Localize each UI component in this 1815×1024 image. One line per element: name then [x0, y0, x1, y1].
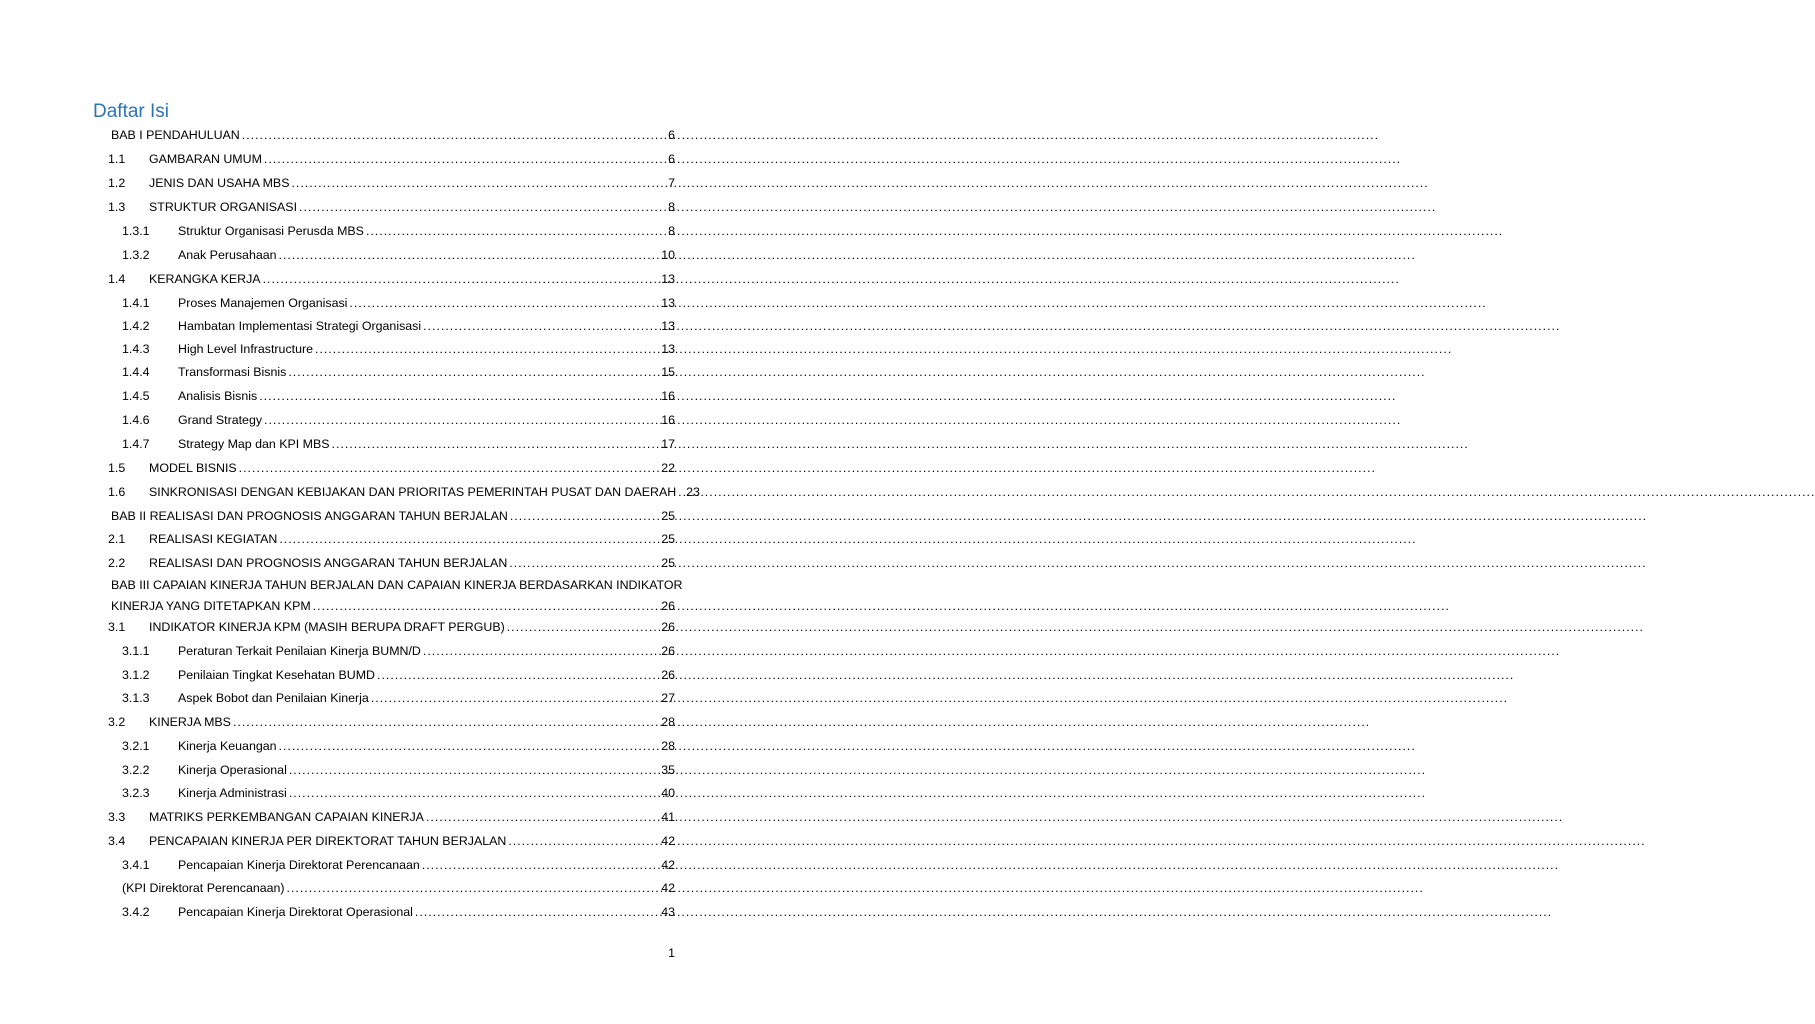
toc-entry-number: 1.6: [108, 485, 126, 499]
toc-entry-line: [149, 553, 675, 573]
toc-leader-dots: [315, 339, 659, 359]
toc-entry-line: [178, 641, 675, 661]
toc-leader-dots: [263, 269, 660, 289]
toc-leader-dots: [510, 506, 659, 526]
toc-entry-number: 3.2: [108, 715, 126, 729]
toc-entry-line: [178, 293, 675, 313]
toc-leader-dots: [509, 553, 659, 573]
toc-entry-page: 28: [661, 739, 675, 753]
toc-entry-line: [111, 125, 675, 145]
toc-leader-dots: [415, 902, 659, 922]
toc-entry-page: 43: [661, 905, 675, 919]
toc-entry-text: REALISASI KEGIATAN: [149, 532, 278, 546]
toc-leader-dots: [507, 617, 659, 637]
toc-entry-text: PENCAPAIAN KINERJA PER DIREKTORAT TAHUN BERJALAN: [149, 834, 507, 848]
toc-entry-number: 1.2: [108, 176, 126, 190]
toc-entry[interactable]: [0, 269, 768, 289]
toc-entry-line: [149, 269, 675, 289]
toc-entry-text: Hambatan Implementasi Strategi Organisasi: [178, 319, 422, 333]
toc-entry-page: 22: [661, 461, 675, 475]
toc-entry-text: Kinerja Keuangan: [178, 739, 277, 753]
toc-leader-dots: [377, 665, 659, 685]
toc-entry-page: 41: [661, 810, 675, 824]
toc-entry-page: 25: [661, 556, 675, 570]
toc-entry-text: BAB I PENDAHULUAN: [111, 128, 240, 142]
document-page: [0, 0, 768, 1024]
toc-entry-number: 3.1.1: [122, 644, 150, 658]
toc-entry-number: 1.4.6: [122, 413, 150, 427]
toc-entry-number: 1.4.1: [122, 296, 150, 310]
toc-entry-number: 3.4.1: [122, 858, 150, 872]
toc-entry-text: BAB III CAPAIAN KINERJA TAHUN BERJALAN DAN CAPAIAN KINERJA BERDASARKAN INDIKATOR: [111, 578, 683, 592]
toc-entry[interactable]: [0, 617, 768, 637]
toc-entry-text: JENIS DAN USAHA MBS: [149, 176, 290, 190]
toc-entry-number: 3.2.1: [122, 739, 150, 753]
toc-entry[interactable]: [0, 878, 768, 898]
toc-leader-dots: [259, 386, 659, 406]
toc-entry-line: [111, 506, 675, 526]
toc-leader-dots: [239, 458, 660, 478]
toc-entry-line: [178, 855, 675, 875]
toc-entry-line: [178, 339, 675, 359]
toc-entry-number: 2.1: [108, 532, 126, 546]
toc-leader-dots: [332, 434, 660, 454]
toc-leader-dots: [279, 245, 660, 265]
toc-entry-line: [111, 596, 675, 616]
page-number: 1: [668, 946, 675, 960]
toc-entry[interactable]: [0, 316, 768, 336]
toc-leader-dots: [264, 410, 659, 430]
toc-entry[interactable]: [0, 596, 768, 616]
toc-entry-number: 3.4.2: [122, 905, 150, 919]
toc-entry[interactable]: [0, 688, 768, 708]
toc-leader-dots: [288, 362, 659, 382]
toc-entry-number: 1.4.4: [122, 365, 150, 379]
toc-leader-dots: [242, 125, 666, 145]
toc-entry[interactable]: [0, 736, 768, 756]
toc-entry[interactable]: [0, 807, 768, 827]
toc-leader-dots: [678, 482, 684, 502]
toc-entry-line: [178, 665, 675, 685]
toc-entry-number: 3.3: [108, 810, 126, 824]
toc-entry-number: 3.1.3: [122, 691, 150, 705]
toc-leader-dots: [279, 529, 659, 549]
toc-entry[interactable]: [0, 831, 768, 851]
toc-entry-text: Pencapaian Kinerja Direktorat Perencanaan: [178, 858, 420, 872]
toc-entry[interactable]: [0, 434, 768, 454]
toc-entry-number: 2.2: [108, 556, 126, 570]
toc-entry-page: 25: [661, 509, 675, 523]
toc-entry[interactable]: [0, 712, 768, 732]
toc-entry-page: 23: [686, 485, 700, 499]
toc-entry-page: 25: [661, 532, 675, 546]
toc-entry[interactable]: [0, 339, 768, 359]
toc-entry-text: KINERJA YANG DITETAPKAN KPM: [111, 599, 311, 613]
toc-entry[interactable]: [0, 197, 768, 217]
toc-leader-dots: [279, 736, 660, 756]
toc-entry-line: [178, 386, 675, 406]
toc-entry-text: Penilaian Tingkat Kesehatan BUMD: [178, 668, 375, 682]
toc-leader-dots: [264, 149, 666, 169]
toc-entry[interactable]: [0, 125, 768, 145]
toc-entry-text: High Level Infrastructure: [178, 342, 313, 356]
toc-entry[interactable]: [0, 902, 768, 922]
toc-entry-number: 3.1: [108, 620, 126, 634]
toc-entry-page: 16: [661, 389, 675, 403]
toc-entry-number: 3.2.2: [122, 763, 150, 777]
toc-entry[interactable]: [0, 641, 768, 661]
toc-entry-page: 26: [661, 644, 675, 658]
toc-entry-text: Proses Manajemen Organisasi: [178, 296, 348, 310]
toc-entry-line: [178, 316, 675, 336]
toc-entry-text: REALISASI DAN PROGNOSIS ANGGARAN TAHUN BERJALAN: [149, 556, 508, 570]
toc-entry-line: [149, 617, 675, 637]
toc-entry-page: 13: [661, 342, 675, 356]
toc-entry-text: Transformasi Bisnis: [178, 365, 287, 379]
toc-entry-line: [149, 149, 675, 169]
toc-entry-line: [149, 173, 675, 193]
toc-entry-line: [178, 688, 675, 708]
toc-entry[interactable]: [0, 458, 768, 478]
toc-entry-text: MATRIKS PERKEMBANGAN CAPAIAN KINERJA: [149, 810, 424, 824]
toc-entry-heading-line: [0, 575, 768, 595]
toc-entry-number: 1.1: [108, 152, 126, 166]
toc-entry[interactable]: [0, 245, 768, 265]
toc-entry[interactable]: [0, 410, 768, 430]
toc-entry-page: 26: [661, 620, 675, 634]
toc-entry-page: 27: [661, 691, 675, 705]
toc-entry-page: 28: [661, 715, 675, 729]
toc-entry-line: [149, 529, 675, 549]
toc-leader-dots: [423, 316, 659, 336]
toc-entry-text: Kinerja Administrasi: [178, 786, 287, 800]
toc-leader-dots: [313, 596, 660, 616]
toc-entry-line: [178, 736, 675, 756]
toc-entry[interactable]: [0, 783, 768, 803]
toc-entry-text: Peraturan Terkait Penilaian Kinerja BUMN/D: [178, 644, 421, 658]
toc-entry-text: Anak Perusahaan: [178, 248, 277, 262]
toc-entry-line: [149, 482, 700, 502]
toc-entry-number: 1.4.2: [122, 319, 150, 333]
toc-entry-line: [149, 197, 675, 217]
toc-entry-page: 26: [661, 599, 675, 613]
toc-entry-text: INDIKATOR KINERJA KPM (MASIH BERUPA DRAFT PERGUB): [149, 620, 505, 634]
toc-leader-dots: [233, 712, 659, 732]
toc-entry-page: 13: [661, 296, 675, 310]
toc-entry-number: 1.4.7: [122, 437, 150, 451]
toc-entry-number: 1.3: [108, 200, 126, 214]
toc-entry-text: KERANGKA KERJA: [149, 272, 261, 286]
toc-entry-text: Strategy Map dan KPI MBS: [178, 437, 330, 451]
toc-entry-line: [178, 410, 675, 430]
toc-entry-text: SINKRONISASI DENGAN KEBIJAKAN DAN PRIORITAS PEMERINTAH PUSAT DAN DAERAH: [149, 485, 677, 499]
toc-entry-number: 1.3.1: [122, 224, 150, 238]
toc-entry-text: STRUKTUR ORGANISASI: [149, 200, 298, 214]
toc-entry-text: (KPI Direktorat Perencanaan): [122, 881, 285, 895]
toc-entry-line: [178, 434, 675, 454]
toc-leader-dots: [287, 878, 660, 898]
toc-entry-page: 8: [668, 224, 675, 238]
toc-entry-line: [178, 902, 675, 922]
toc-entry[interactable]: [0, 760, 768, 780]
toc-entry[interactable]: [0, 506, 768, 526]
toc-entry-line: [149, 807, 675, 827]
toc-entry-number: 1.4.3: [122, 342, 150, 356]
toc-entry-number: 3.1.2: [122, 668, 150, 682]
toc-entry-page: 35: [661, 763, 675, 777]
toc-leader-dots: [349, 293, 659, 313]
toc-entry[interactable]: [0, 529, 768, 549]
toc-entry-text: Analisis Bisnis: [178, 389, 258, 403]
toc-entry-page: 8: [668, 200, 675, 214]
toc-entry[interactable]: [0, 386, 768, 406]
toc-leader-dots: [508, 831, 659, 851]
toc-entry[interactable]: [0, 173, 768, 193]
toc-entry-page: 42: [661, 834, 675, 848]
toc-entry-text: Grand Strategy: [178, 413, 263, 427]
toc-entry-line: [149, 831, 675, 851]
toc-leader-dots: [291, 173, 666, 193]
toc-leader-dots: [289, 760, 659, 780]
toc-leader-dots: [423, 641, 659, 661]
toc-entry[interactable]: [0, 293, 768, 313]
toc-entry-page: 17: [661, 437, 675, 451]
toc-entry-page: 42: [661, 881, 675, 895]
toc-entry-text: MODEL BISNIS: [149, 461, 237, 475]
toc-entry-text: BAB II REALISASI DAN PROGNOSIS ANGGARAN TAHUN BERJALAN: [111, 509, 508, 523]
toc-entry-text: Aspek Bobot dan Penilaian Kinerja: [178, 691, 369, 705]
toc-entry-text: Struktur Organisasi Perusda MBS: [178, 224, 364, 238]
toc-entry-line: [178, 760, 675, 780]
toc-entry[interactable]: [0, 665, 768, 685]
toc-entry-text: Pencapaian Kinerja Direktorat Operasional: [178, 905, 413, 919]
toc-entry-page: 6: [668, 128, 675, 142]
toc-entry-line: [149, 458, 675, 478]
toc-entry[interactable]: [0, 221, 768, 241]
toc-entry-text: GAMBARAN UMUM: [149, 152, 262, 166]
toc-entry-line: [178, 783, 675, 803]
toc-entry-page: 13: [661, 319, 675, 333]
toc-entry-page: 15: [661, 365, 675, 379]
toc-entry-line: [149, 712, 675, 732]
toc-entry[interactable]: [0, 362, 768, 382]
toc-entry-number: 1.3.2: [122, 248, 150, 262]
toc-entry-number: 3.4: [108, 834, 126, 848]
toc-entry-number: 3.2.3: [122, 786, 150, 800]
toc-entry-page: 10: [661, 248, 675, 262]
toc-entry-page: 40: [661, 786, 675, 800]
toc-leader-dots: [299, 197, 666, 217]
toc-entry-page: 7: [668, 176, 675, 190]
toc-entry[interactable]: [0, 149, 768, 169]
toc-entry-line: [178, 362, 675, 382]
toc-entry-number: 1.4.5: [122, 389, 150, 403]
toc-title: Daftar Isi: [93, 101, 170, 122]
toc-entry[interactable]: [0, 855, 768, 875]
toc-entry-page: 6: [668, 152, 675, 166]
toc-entry-text: Kinerja Operasional: [178, 763, 287, 777]
toc-leader-dots: [366, 221, 666, 241]
toc-entry-page: 16: [661, 413, 675, 427]
toc-entry[interactable]: [0, 553, 768, 573]
toc-entry-line: [122, 878, 675, 898]
toc-leader-dots: [426, 807, 659, 827]
toc-entry-page: 26: [661, 668, 675, 682]
toc-entry-text: KINERJA MBS: [149, 715, 231, 729]
toc-leader-dots: [289, 783, 659, 803]
toc-entry-line: [178, 245, 675, 265]
toc-entry-line: [178, 221, 675, 241]
toc-entry-number: 1.5: [108, 461, 126, 475]
toc-entry[interactable]: [0, 482, 768, 502]
toc-leader-dots: [422, 855, 659, 875]
toc-entry-page: 13: [661, 272, 675, 286]
toc-entry-number: 1.4: [108, 272, 126, 286]
toc-leader-dots: [371, 688, 659, 708]
toc-entry-page: 42: [661, 858, 675, 872]
